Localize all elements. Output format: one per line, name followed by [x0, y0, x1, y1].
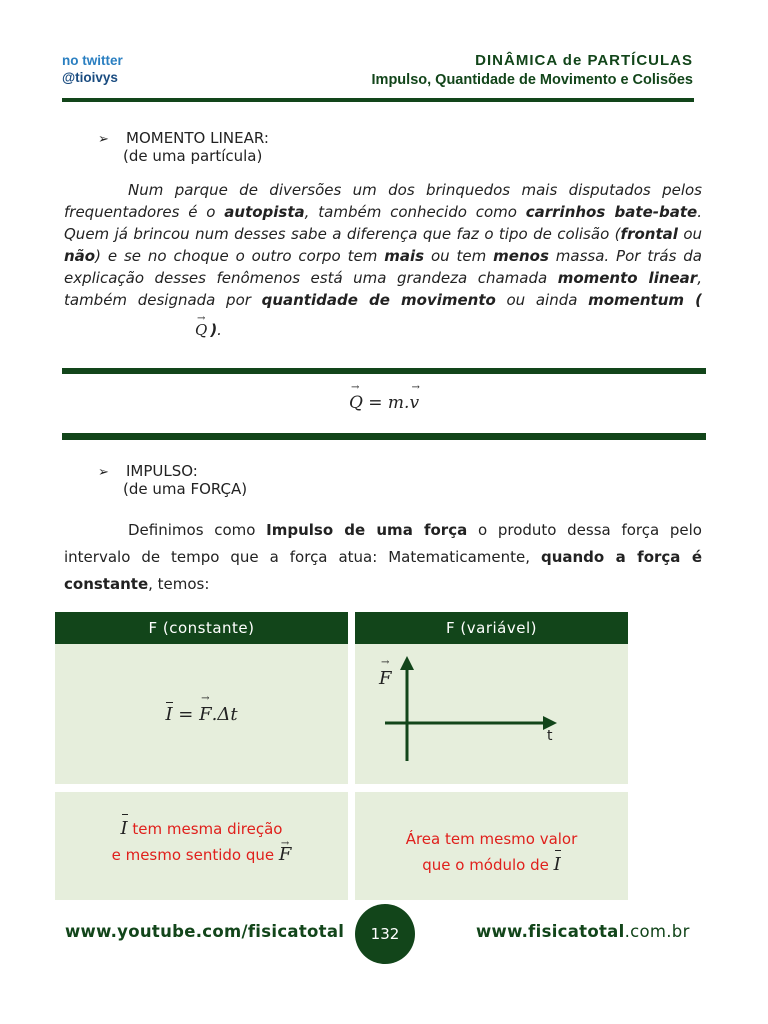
text: ou — [677, 225, 703, 243]
section-subtitle: (de uma FORÇA) — [123, 480, 248, 498]
formula-f: → F — [199, 704, 212, 725]
section-heading-momento — [98, 129, 269, 165]
note-area — [355, 827, 628, 878]
section-subtitle: (de uma partícula) — [123, 147, 263, 165]
box-header-constante: F (constante) — [55, 612, 348, 644]
section-title: IMPULSO: — [126, 462, 198, 480]
note-direction — [55, 816, 348, 868]
force-time-graph — [355, 644, 628, 784]
paragraph-momento — [64, 179, 702, 341]
term-impulso: Impulso de uma força — [266, 521, 468, 539]
term-carrinhos: carrinhos bate-bate — [525, 203, 698, 221]
text: , temos: — [148, 575, 210, 593]
text: . — [217, 321, 222, 339]
chapter-subtitle: Impulso, Quantidade de Movimento e Colisões — [371, 72, 693, 88]
bullet-arrow-icon: ➢ — [98, 465, 109, 480]
term-mais: mais — [384, 247, 425, 265]
note-area-i: I — [553, 854, 561, 875]
formula-eq: = m. — [362, 393, 410, 413]
term-constante: quando a força é constante — [64, 548, 702, 593]
text: , também conhecido como — [304, 203, 526, 221]
box-graph-variavel — [355, 644, 628, 784]
graph-xlabel: t — [547, 728, 553, 744]
text: ou ainda — [495, 291, 589, 309]
text: . Quem já brincou num desses sabe a diferença que faz o tipo de colisão ( — [64, 203, 702, 243]
text: , também designada por — [64, 269, 702, 309]
note-area-line2: que o módulo de — [422, 856, 554, 874]
note-i: I — [121, 816, 128, 842]
term-menos: menos — [493, 247, 549, 265]
bullet-arrow-icon: ➢ — [98, 132, 109, 147]
formula-q: → Q — [349, 393, 363, 413]
formula-eq: = — [172, 704, 200, 725]
chapter-title: DINÂMICA de PARTÍCULAS — [475, 52, 693, 69]
text: Num parque de diversões um dos brinquedos mais disputados pelos frequentadores é o — [64, 181, 702, 221]
formula-v: → v — [409, 393, 419, 413]
site-tld: .com.br — [624, 922, 690, 941]
box-note-constante — [55, 792, 348, 900]
footer-youtube-link[interactable]: www.youtube.com/fisicatotal — [65, 922, 345, 941]
term-frontal: frontal — [620, 225, 678, 243]
text: Definimos como — [128, 521, 267, 539]
box-header-variavel: F (variável) — [355, 612, 628, 644]
text: ) — [210, 321, 218, 339]
term-quantidade: quantidade de movimento — [261, 291, 496, 309]
term-nao: não — [64, 247, 96, 265]
paragraph-impulso — [64, 517, 702, 598]
text: ou tem — [424, 247, 494, 265]
site-main: www.fisicatotal — [476, 922, 625, 941]
box-formula-constante — [55, 644, 348, 784]
term-momento-linear: momento linear — [557, 269, 698, 287]
footer-site-link[interactable] — [476, 922, 690, 941]
formula-dt: .Δt — [211, 704, 238, 725]
page-number: 132 — [355, 904, 415, 964]
impulse-formula — [55, 704, 348, 725]
header-divider — [62, 98, 694, 102]
formula-momentum — [0, 393, 768, 413]
header-titles — [372, 52, 693, 90]
text: o produto dessa força pelo intervalo de tempo que a força atua: Matematicamente, — [64, 521, 702, 566]
twitter-label: no twitter — [62, 53, 123, 68]
section-heading-impulso — [98, 462, 247, 498]
symbol-q: → Q — [131, 319, 207, 341]
header-twitter — [62, 52, 123, 86]
note-area-line1: Área tem mesmo valor — [405, 830, 578, 848]
formula-rule-bottom — [62, 433, 706, 440]
twitter-handle[interactable]: @tioivys — [62, 70, 118, 85]
formula-rule-top — [62, 368, 706, 374]
y-axis-arrow-icon — [400, 656, 414, 670]
note-f: → F — [279, 842, 292, 868]
box-note-variavel — [355, 792, 628, 900]
section-title: MOMENTO LINEAR: — [126, 129, 269, 147]
text: massa. Por trás da explicação desses fenômenos está uma grandeza chamada — [64, 247, 702, 287]
text: ) e se no choque o outro corpo tem — [95, 247, 385, 265]
term-autopista: autopista — [224, 203, 305, 221]
formula-i: I — [165, 704, 173, 725]
term-momentum: momentum ( — [588, 291, 702, 309]
note-line1: tem mesma direção — [127, 820, 283, 838]
note-line2: e mesmo sentido que — [111, 846, 279, 864]
graph-ylabel: → F — [379, 668, 392, 689]
